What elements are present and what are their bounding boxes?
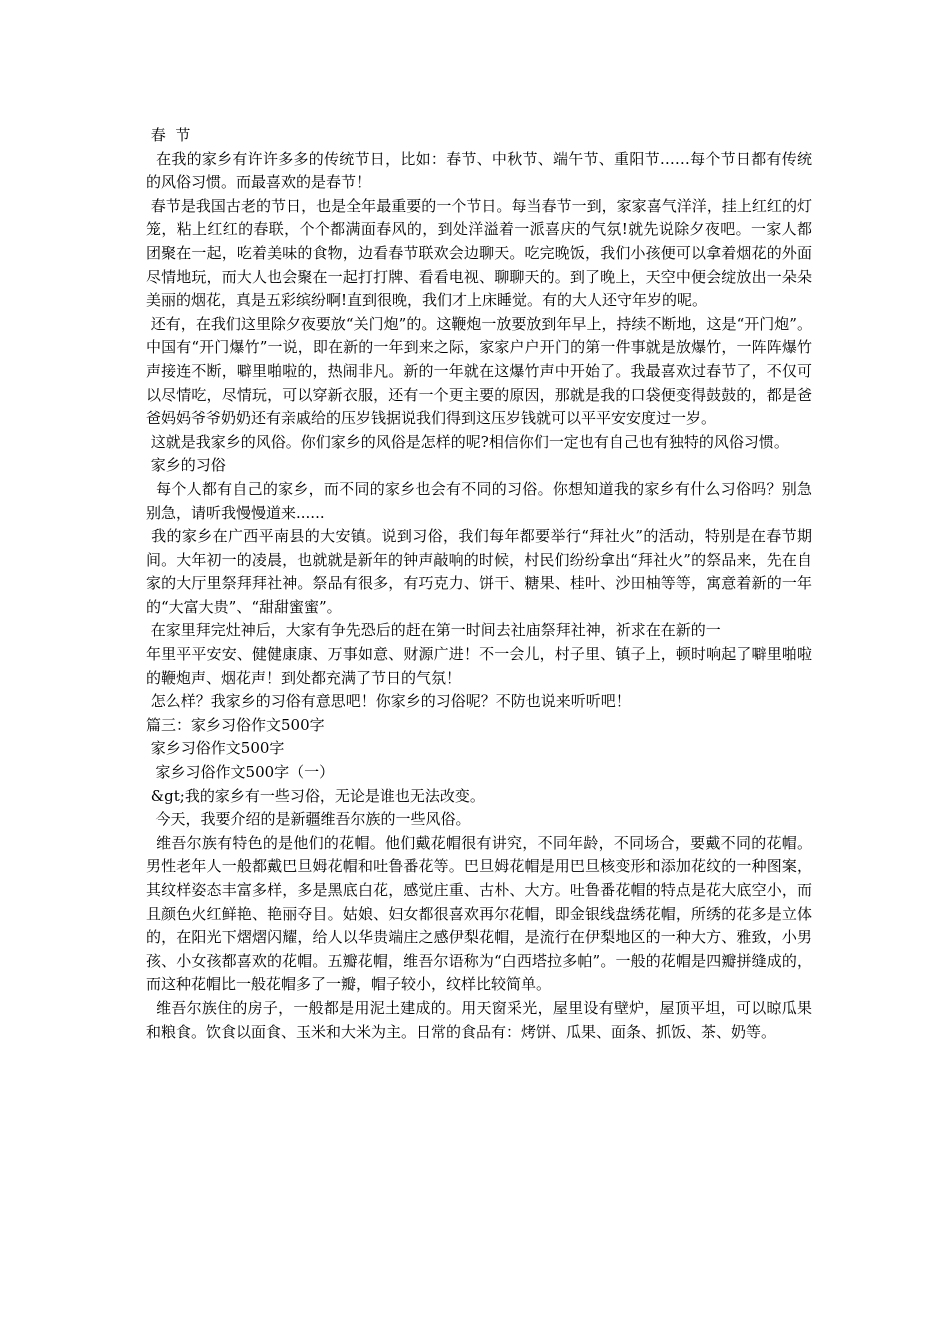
paragraph-houses-food: 维吾尔族住的房子，一般都是用泥土建成的。用天窗采光，屋里设有壁炉，屋顶平坦，可以晾瓜果和粮食。饮食以面食、玉米和大米为主。日常的食品有：烤饼、瓜果、面条、抓饭、茶、奶等。 — [146, 998, 812, 1041]
paragraph-uyghur-intro: 今天，我要介绍的是新疆维吾尔族的一些风俗。 — [146, 810, 471, 829]
heading-essay-title: 家乡习俗作文500字 — [146, 739, 285, 758]
heading-chapter-three: 篇三：家乡习俗作文500字 — [146, 715, 325, 734]
paragraph-spring-festival: 春节是我国古老的节日，也是全年最重要的一个节日。每当春节一到，家家喜气洋洋，挂上红红的灯笼，粘上红红的春联，个个都满面春风的，到处洋溢着一派喜庆的气氛!就先说除夕夜吧。一家人都团聚在一起，吃着美味的食物，边看春节联欢会边聊天。吃完晚饭，我们小孩便可以拿着烟花的外面尽情地玩，而大人也会聚在一起打打牌、看看电视、聊聊天的。到了晚上，天空中便会绽放出一朵朵美丽的烟花，真是五彩缤纷啊!直到很晚，我们才上床睡觉。有的大人还守年岁的呢。 — [146, 196, 812, 310]
paragraph-essay-opening: &gt;我的家乡有一些习俗，无论是谁也无法改变。 — [146, 786, 485, 805]
heading-essay-one: 家乡习俗作文500字（一） — [146, 763, 335, 782]
paragraph-temple-worship: 在家里拜完灶神后，大家有争先恐后的赶在第一时间去社庙祭拜社神，祈求在在新的一 年里平平安安、健健康康、万事如意、财源广进！不一会儿，村子里、镇子上，顿时响起了噼里啪啦的鞭炮声、烟花声！到处都充满了节日的气氛！ — [146, 621, 812, 687]
paragraph-hometown-intro: 每个人都有自己的家乡，而不同的家乡也会有不同的习俗。你想知道我的家乡有什么习俗吗？别急别急，请听我慢慢道来...... — [146, 479, 812, 522]
paragraph-baishehuo: 我的家乡在广西平南县的大安镇。说到习俗，我们每年都要举行“拜社火”的活动，特别是在春节期间。大年初一的凌晨，也就就是新年的钟声敲响的时候，村民们纷纷拿出“拜社火”的祭品来，先在自家的大厅里祭拜拜社神。祭品有很多，有巧克力、饼干、糖果、桂叶、沙田柚等等，寓意着新的一年的“大富大贵”、“甜甜蜜蜜”。 — [146, 527, 812, 616]
heading-hometown-customs: 家乡的习俗 — [146, 456, 226, 475]
document-page — [146, 124, 812, 1044]
paragraph-intro: 在我的家乡有许许多多的传统节日，比如：春节、中秋节、端午节、重阳节……每个节日都有传统的风俗习惯。而最喜欢的是春节！ — [146, 149, 812, 192]
title-chunjie: 春 节 — [146, 126, 191, 144]
paragraph-closing-question: 怎么样？我家乡的习俗有意思吧！你家乡的习俗呢？不防也说来听听吧！ — [146, 692, 631, 711]
paragraph-firecrackers: 还有，在我们这里除夕夜要放“关门炮”的。这鞭炮一放要放到年早上，持续不断地，这是“开门炮”。中国有“开门爆竹”一说，即在新的一年到来之际，家家户户开门的第一件事就是放爆竹，一阵阵爆竹声接连不断，噼里啪啦的，热闹非凡。新的一年就在这爆竹声中开始了。我最喜欢过春节了，不仅可以尽情吃，尽情玩，可以穿新衣服，还有一个更主要的原因，那就是我的口袋便变得鼓鼓的，都是爸爸妈妈爷爷奶奶还有亲戚给的压岁钱据说我们得到这压岁钱就可以平平安安度过一岁。 — [146, 314, 812, 428]
paragraph-customs-summary: 这就是我家乡的风俗。你们家乡的风俗是怎样的呢?相信你们一定也有自己也有独特的风俗习惯。 — [146, 432, 789, 451]
paragraph-flower-hats: 维吾尔族有特色的是他们的花帽。他们戴花帽很有讲究，不同年龄，不同场合，要戴不同的花帽。男性老年人一般都戴巴旦姆花帽和吐鲁番花等。巴旦姆花帽是用巴旦核变形和添加花纹的一种图案，其纹样姿态丰富多样，多是黑底白花，感觉庄重、古朴、大方。吐鲁番花帽的特点是花大底空小，而且颜色火红鲜艳、艳丽夺目。姑娘、妇女都很喜欢再尔花帽，即金银线盘绣花帽，所绣的花多是立体的，在阳光下熠熠闪耀，给人以华贵端庄之感伊梨花帽，是流行在伊梨地区的一种大方、雅致，小男孩、小女孩都喜欢的花帽。五瓣花帽，维吾尔语称为“白西塔拉多帕”。一般的花帽是四瓣拼缝成的，而这种花帽比一般花帽多了一瓣，帽子较小，纹样比较简单。 — [146, 833, 812, 994]
